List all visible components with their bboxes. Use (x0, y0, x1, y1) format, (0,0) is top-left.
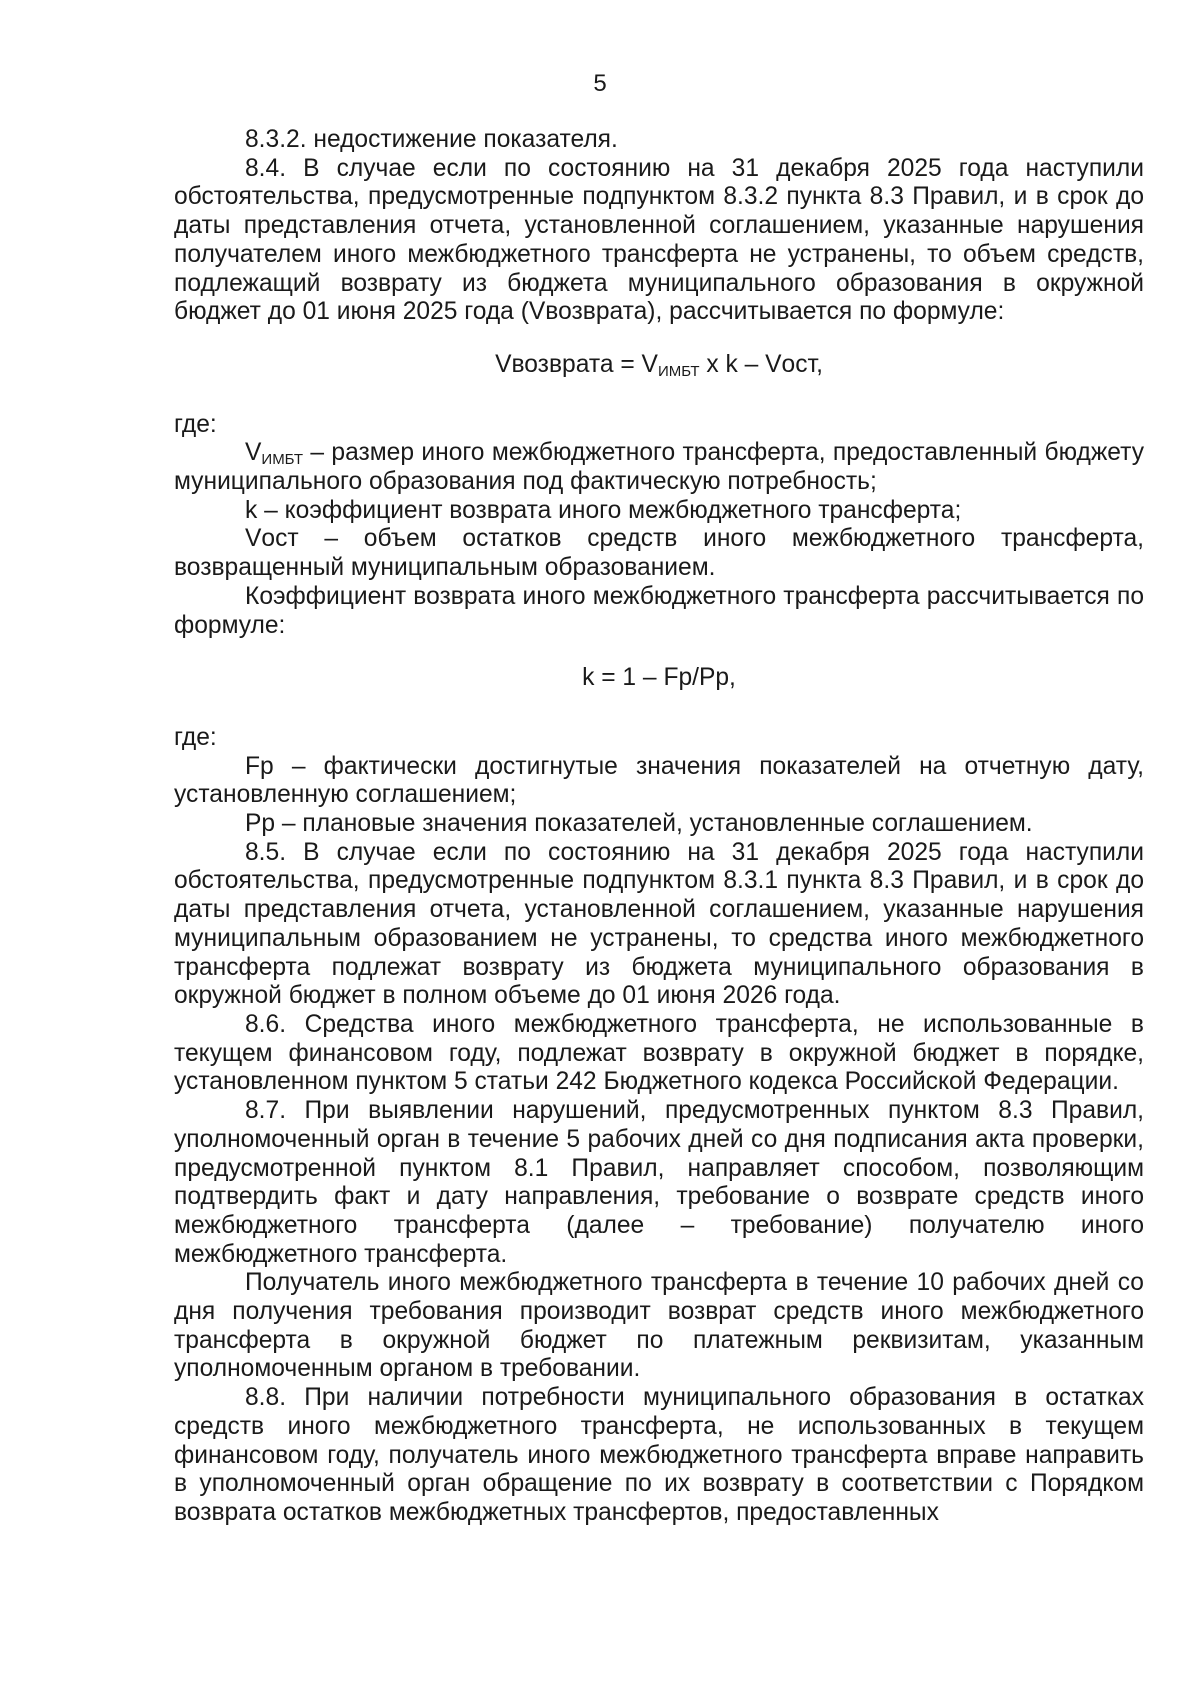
definition-v-imbt-symbol: V (245, 439, 262, 467)
formula-return-volume (174, 351, 1144, 380)
paragraph-8-3-2: 8.3.2. недостижение показателя. (245, 126, 618, 153)
where-label-1: где: (174, 410, 217, 438)
definition-v-imbt (174, 439, 1144, 496)
paragraph-8-8: 8.8. При наличии потребности муниципального образования в остатках средств иного межбюджетного трансферта, не использованных в текущем финансовом году, получатель иного межбюджетного трансферта вправе направить в уполномоченный орган обращение по их возврату в соответствии с Порядком возврата остатков межбюджетных трансфертов, предоставленных (174, 1384, 1144, 1526)
definition-v-imbt-subscript: ИМБТ (261, 451, 304, 469)
definition-v-imbt-text: – размер иного межбюджетного трансферта, предоставленный бюджету муниципального образования под фактическую потребность; (174, 439, 1144, 496)
formula-return-volume-subscript: ИМБТ (657, 362, 700, 380)
definition-k: k – коэффициент возврата иного межбюджетного трансферта; (245, 496, 962, 524)
paragraph-8-6: 8.6. Средства иного межбюджетного трансферта, не использованные в текущем финансовом году, подлежат возврату в окружной бюджет в порядке, установленном пунктом 5 статьи 242 Бюджетного кодекса Российской Федерации. (174, 1010, 1144, 1096)
paragraph-8-4: 8.4. В случае если по состоянию на 31 декабря 2025 года наступили обстоятельства, предусмотренные подпунктом 8.3.2 пункта 8.3 Правил, и в срок до даты представления отчета, установленной соглашением, указанные нарушения получателем иного межбюджетного трансферта не устранены, то объем средств, подлежащий возврату из бюджета муниципального образования в окружной бюджет до 01 июня 2025 года (Vвозврата), рассчитывается по формуле: (174, 154, 1144, 326)
definition-pp: Pp – плановые значения показателей, установленные соглашением. (245, 810, 1033, 838)
definition-v-ost: Vост – объем остатков средств иного межбюджетного трансферта, возвращенный муниципальным образованием. (174, 525, 1144, 582)
page-number: 5 (593, 70, 607, 97)
formula-return-volume-rhs: x k – Vост, (699, 350, 823, 378)
formula-return-volume-lhs: Vвозврата = V (495, 350, 658, 378)
where-label-2: где: (174, 723, 217, 751)
paragraph-8-5: 8.5. В случае если по состоянию на 31 декабря 2025 года наступили обстоятельства, предусмотренные подпунктом 8.3.1 пункта 8.3 Правил, и в срок до даты представления отчета, установленной соглашением, указанные нарушения муниципальным образованием не устранены, то средства иного межбюджетного трансферта подлежат возврату из бюджета муниципального образования в окружной бюджет в полном объеме до 01 июня 2026 года. (174, 838, 1144, 1010)
formula-coefficient: k = 1 – Fp/Pp, (582, 664, 736, 692)
paragraph-coefficient: Коэффициент возврата иного межбюджетного трансферта рассчитывается по формуле: (174, 582, 1144, 639)
paragraph-8-7-recipient: Получатель иного межбюджетного трансферта в течение 10 рабочих дней со дня получения требования производит возврат средств иного межбюджетного трансферта в окружной бюджет по платежным реквизитам, указанным уполномоченным органом в требовании. (174, 1269, 1144, 1383)
document-body (174, 126, 1144, 1528)
paragraph-8-7: 8.7. При выявлении нарушений, предусмотренных пунктом 8.3 Правил, уполномоченный орган в течение 5 рабочих дней со дня подписания акта проверки, предусмотренной пунктом 8.1 Правил, направляет способом, позволяющим подтвердить факт и дату направления, требование о возврате средств иного межбюджетного трансферта (далее – требование) получателю иного межбюджетного трансферта. (174, 1097, 1144, 1268)
definition-fp: Fp – фактически достигнутые значения показателей на отчетную дату, установленную соглашением; (174, 752, 1144, 809)
